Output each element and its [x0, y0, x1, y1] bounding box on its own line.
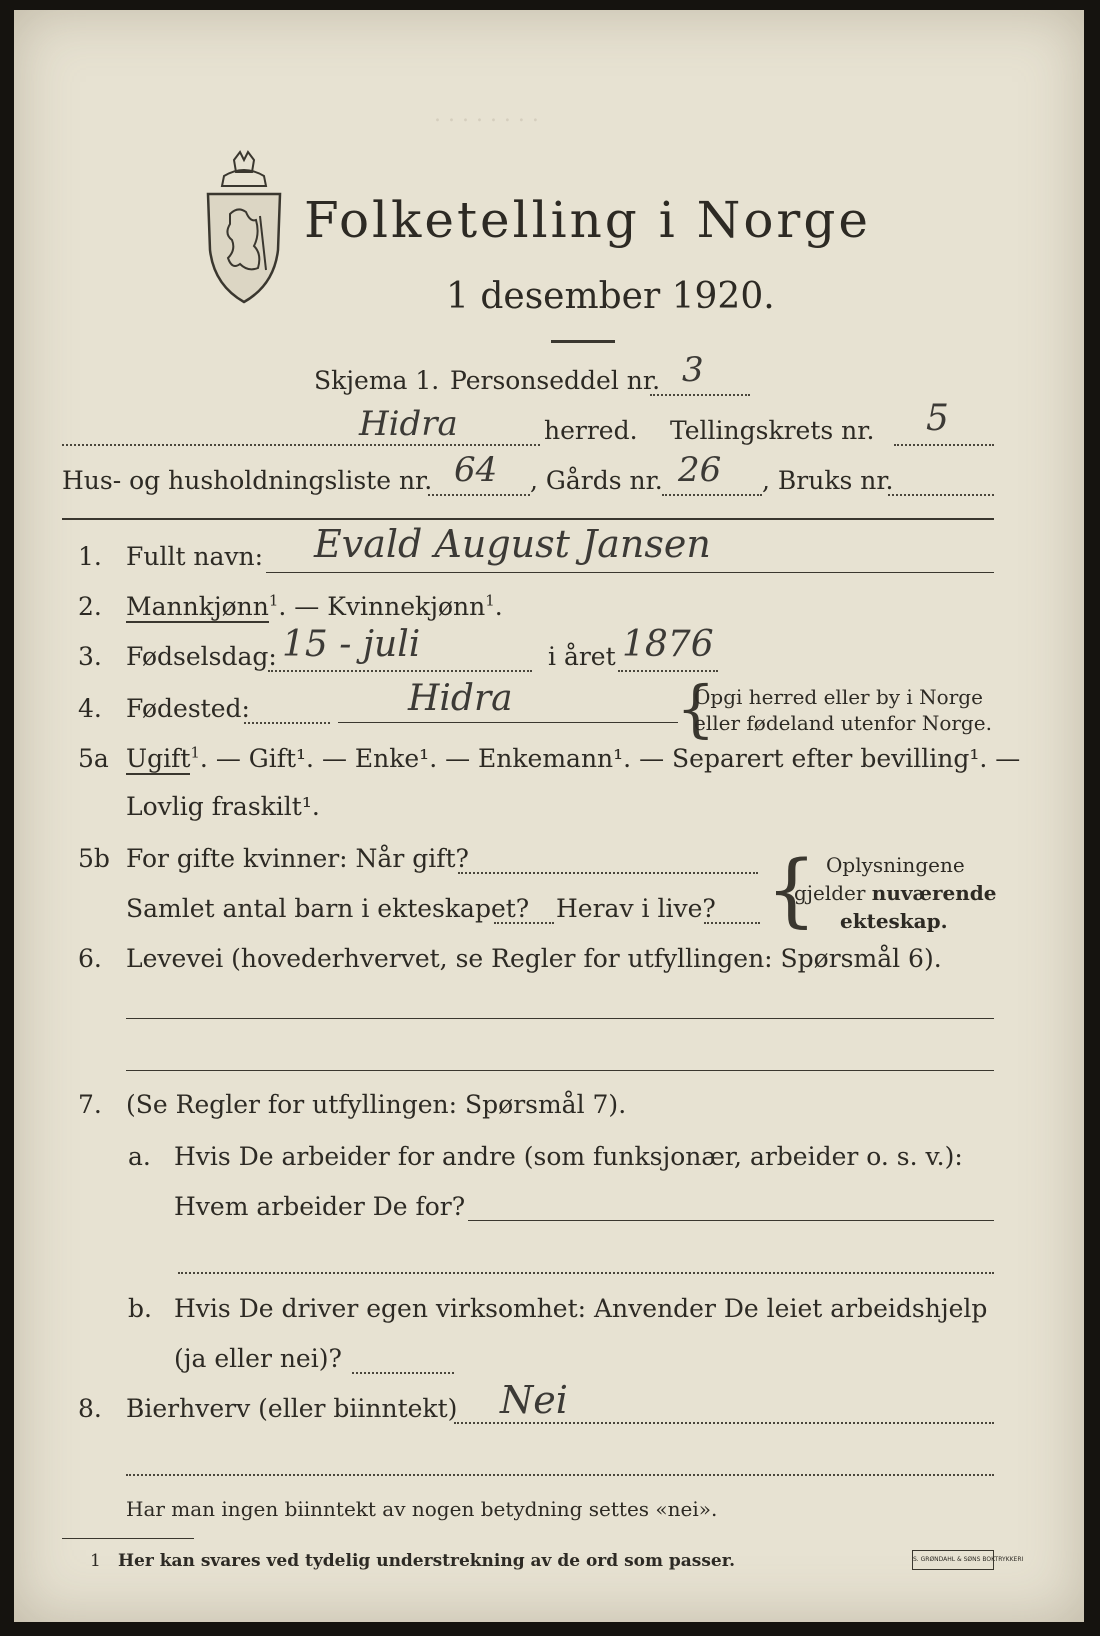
q4-note-1: Opgi herred eller by i Norge: [694, 685, 983, 709]
q3-value[interactable]: 15 - juli: [282, 624, 421, 665]
q5a-options: [126, 744, 1020, 774]
q8-number: 8.: [78, 1394, 102, 1423]
q1-label: Fullt navn:: [126, 542, 264, 571]
personseddel-label: Personseddel nr.: [450, 366, 661, 395]
form-title: Folketelling i Norge: [304, 191, 871, 249]
q5b-barn-dots: [494, 922, 554, 924]
q5a-number: 5a: [78, 744, 109, 773]
q5a-ugift[interactable]: Ugift: [126, 744, 191, 773]
q3-line: [268, 670, 532, 672]
q8-line-2[interactable]: [126, 1474, 994, 1476]
q7b-answer-line[interactable]: [352, 1372, 454, 1374]
q3-label: Fødselsdag:: [126, 642, 277, 671]
q6-number: 6.: [78, 944, 102, 973]
q3-year-value[interactable]: 1876: [622, 624, 714, 665]
husholdningsliste-value[interactable]: 64: [454, 450, 498, 490]
q5b-line1-dots: [458, 872, 758, 874]
herred-label: herred.: [544, 416, 638, 445]
q5b-live-dots: [704, 922, 760, 924]
q7a-line2: Hvem arbeider De for?: [174, 1192, 466, 1221]
q8-label: Bierhverv (eller biinntekt): [126, 1394, 458, 1423]
q4-value[interactable]: Hidra: [408, 678, 513, 719]
q3-year-label: i året: [548, 642, 616, 671]
footer-note: Har man ingen biinntekt av nogen betydning settes «nei».: [126, 1497, 718, 1521]
q2-sup-2: 1: [485, 591, 495, 610]
q6-line-2[interactable]: [126, 1070, 994, 1071]
q5b-note-3: ekteskap.: [840, 909, 948, 933]
q1-value[interactable]: Evald August Jansen: [314, 522, 711, 566]
census-form-page: [14, 10, 1084, 1622]
footnote-text: Her kan svares ved tydelig understrekning av de ord som passer.: [118, 1551, 736, 1571]
q7-label: (Se Regler for utfyllingen: Spørsmål 7).: [126, 1090, 627, 1119]
q2-separator: . —: [278, 592, 328, 621]
q5b-brace: {: [766, 843, 817, 936]
show-through-text: . . . . . . . .: [434, 102, 539, 127]
title-rule: [551, 340, 615, 343]
q5b-line1: For gifte kvinner: Når gift?: [126, 844, 469, 873]
q7a-number: a.: [128, 1142, 151, 1171]
header-divider: [62, 518, 994, 520]
gards-value[interactable]: 26: [678, 450, 722, 490]
husholdningsliste-label: Hus- og husholdningsliste nr.: [62, 466, 433, 495]
q4-line-a: [244, 722, 330, 724]
q7b-line2: (ja eller nei)?: [174, 1344, 342, 1373]
q4-note-2: eller fødeland utenfor Norge.: [694, 711, 992, 735]
q7b-line1: Hvis De driver egen virksomhet: Anvender De leiet arbeidshjelp: [174, 1294, 988, 1323]
q7a-answer-line-2[interactable]: [178, 1272, 994, 1274]
skjema-label: Skjema 1.: [314, 366, 440, 395]
q6-label: Levevei (hovederhvervet, se Regler for utfyllingen: Spørsmål 6).: [126, 944, 942, 973]
footnote-mark: 1: [90, 1551, 101, 1571]
herred-line: [62, 444, 540, 446]
q4-brace: {: [676, 672, 716, 745]
q5b-line2a: Samlet antal barn i ekteskapet?: [126, 894, 530, 923]
q4-label: Fødested:: [126, 694, 250, 723]
q4-number: 4.: [78, 694, 102, 723]
gards-label: , Gårds nr.: [530, 466, 663, 495]
q3-number: 3.: [78, 642, 102, 671]
husholdningsliste-line: [428, 494, 530, 496]
printer-stamp: [912, 1550, 1024, 1570]
q4-line-b: [338, 722, 678, 723]
tellingskrets-label: Tellingskrets nr.: [670, 416, 875, 445]
q5a-rest[interactable]: . — Gift¹. — Enke¹. — Enkemann¹. — Separert efter bevilling¹. —: [199, 744, 1021, 773]
q5b-note-2a: gjelder: [794, 881, 872, 905]
q5b-number: 5b: [78, 844, 110, 873]
tellingskrets-line: [894, 444, 994, 446]
q5b-note-2: [794, 880, 997, 906]
q2-kvinne[interactable]: Kvinnekjønn: [327, 592, 486, 621]
personseddel-line: [650, 394, 750, 396]
q2-end: .: [494, 592, 503, 621]
q5b-note-1: Oplysningene: [826, 853, 965, 877]
q6-line-1[interactable]: [126, 1018, 994, 1019]
footnote-rule: [62, 1538, 194, 1539]
q5a-sup: 1: [190, 743, 200, 762]
q7b-number: b.: [128, 1294, 152, 1323]
q1-line: [266, 572, 994, 573]
printer-stamp-text: S. GRØNDAHL & SØNS BOKTRYKKERI: [913, 1556, 1024, 1563]
bruks-label: , Bruks nr.: [762, 466, 894, 495]
tellingskrets-value[interactable]: 5: [926, 398, 949, 439]
q7a-answer-line[interactable]: [468, 1220, 994, 1221]
q2-number: 2.: [78, 592, 102, 621]
q2-mann[interactable]: Mannkjønn: [126, 592, 269, 621]
q8-value[interactable]: Nei: [500, 1378, 568, 1422]
census-date: 1 desember 1920.: [446, 276, 775, 317]
gards-line: [662, 494, 762, 496]
q8-line: [454, 1422, 994, 1424]
q5b-note-2b: nuværende: [871, 881, 997, 905]
personseddel-value[interactable]: 3: [682, 350, 704, 390]
coat-of-arms-icon: [194, 150, 294, 310]
herred-value[interactable]: Hidra: [359, 404, 458, 444]
q7-number: 7.: [78, 1090, 102, 1119]
q1-number: 1.: [78, 542, 102, 571]
q2-sex: [126, 592, 503, 622]
q5b-line2b: Herav i live?: [556, 894, 716, 923]
q2-sup-1: 1: [268, 591, 279, 610]
bruks-line: [888, 494, 994, 496]
q7a-line1: Hvis De arbeider for andre (som funksjonær, arbeider o. s. v.):: [174, 1142, 963, 1171]
q5a-line2[interactable]: Lovlig fraskilt¹.: [126, 792, 320, 821]
